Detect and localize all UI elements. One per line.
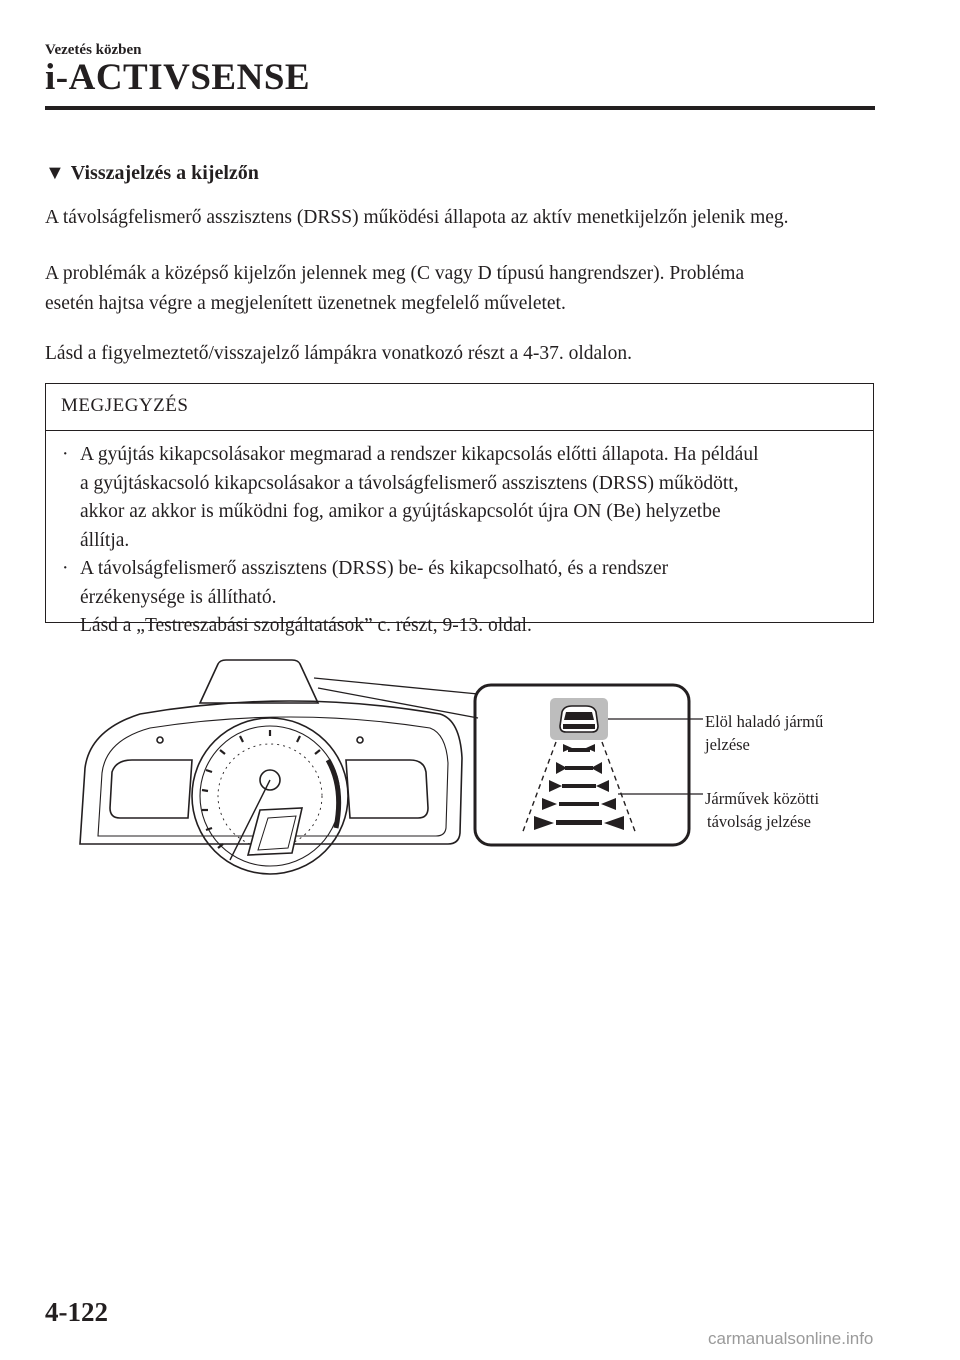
front-vehicle-icon [550,698,608,740]
distance-bars-icon [534,744,624,830]
callout-distance [705,787,819,833]
note-line: állítja. [80,529,130,551]
section-heading: Vezetés közben [45,42,142,58]
right-display-pod [346,760,428,818]
note-list [46,431,873,641]
bullet-icon: · [62,444,69,465]
subheading-text: Visszajelzés a kijelzőn [70,162,259,184]
left-display-pod [110,760,192,818]
paragraph-reference: Lásd a figyelmeztető/visszajelző lámpákra vonatkozó részt a 4-37. oldalon. [45,343,632,364]
callout-line: Járművek közötti [705,789,820,808]
note-box [45,383,874,636]
chapter-title: i-ACTIVSENSE [45,57,311,98]
note-line: A távolságfelismerő asszisztens (DRSS) be- és kikapcsolható, és a rendszer [80,558,669,579]
paragraph-drss-status: A távolságfelismerő asszisztens (DRSS) működési állapota az aktív menetkijelzőn jelenik meg. [45,207,789,228]
header-divider [45,106,875,110]
callout-line: jelzése [705,735,750,754]
subheading [45,162,259,185]
note-line: a gyújtáskacsoló kikapcsolásakor a távolságfelismerő asszisztens (DRSS) működött, [80,472,739,494]
paragraph-problems-line: A problémák a középső kijelzőn jelennek meg (C vagy D típusú hangrendszer). Probléma [45,263,745,284]
instrument-cluster-illustration [60,648,860,878]
note-line: érzékenysége is állítható. [80,586,277,608]
callout-front-vehicle [705,710,823,756]
watermark: carmanualsonline.info [708,1329,874,1348]
note-item [60,441,859,555]
note-item [60,555,859,641]
note-line: A gyújtás kikapcsolásakor megmarad a rendszer kikapcsolás előtti állapota. Ha például [80,444,759,465]
active-driving-display-hood [200,660,318,703]
triangle-marker-icon: ▼ [45,162,65,184]
bullet-icon: · [62,558,69,579]
paragraph-problems [45,259,875,319]
paragraph-problems-line: esetén hajtsa végre a megjelenített üzenetnek megfelelő műveletet. [45,293,566,314]
note-line: Lásd a „Testreszabási szolgáltatások” c. részt, 9-13. oldal. [80,615,532,636]
page-number: 4-122 [45,1297,108,1327]
center-display [248,808,302,855]
note-line: akkor az akkor is működni fog, amikor a gyújtáskapcsolót újra ON (Be) helyzetbe [80,501,721,522]
note-title: MEGJEGYZÉS [46,384,873,431]
callout-line: Elöl haladó jármű [705,712,824,731]
callout-line: távolság jelzése [707,812,811,831]
